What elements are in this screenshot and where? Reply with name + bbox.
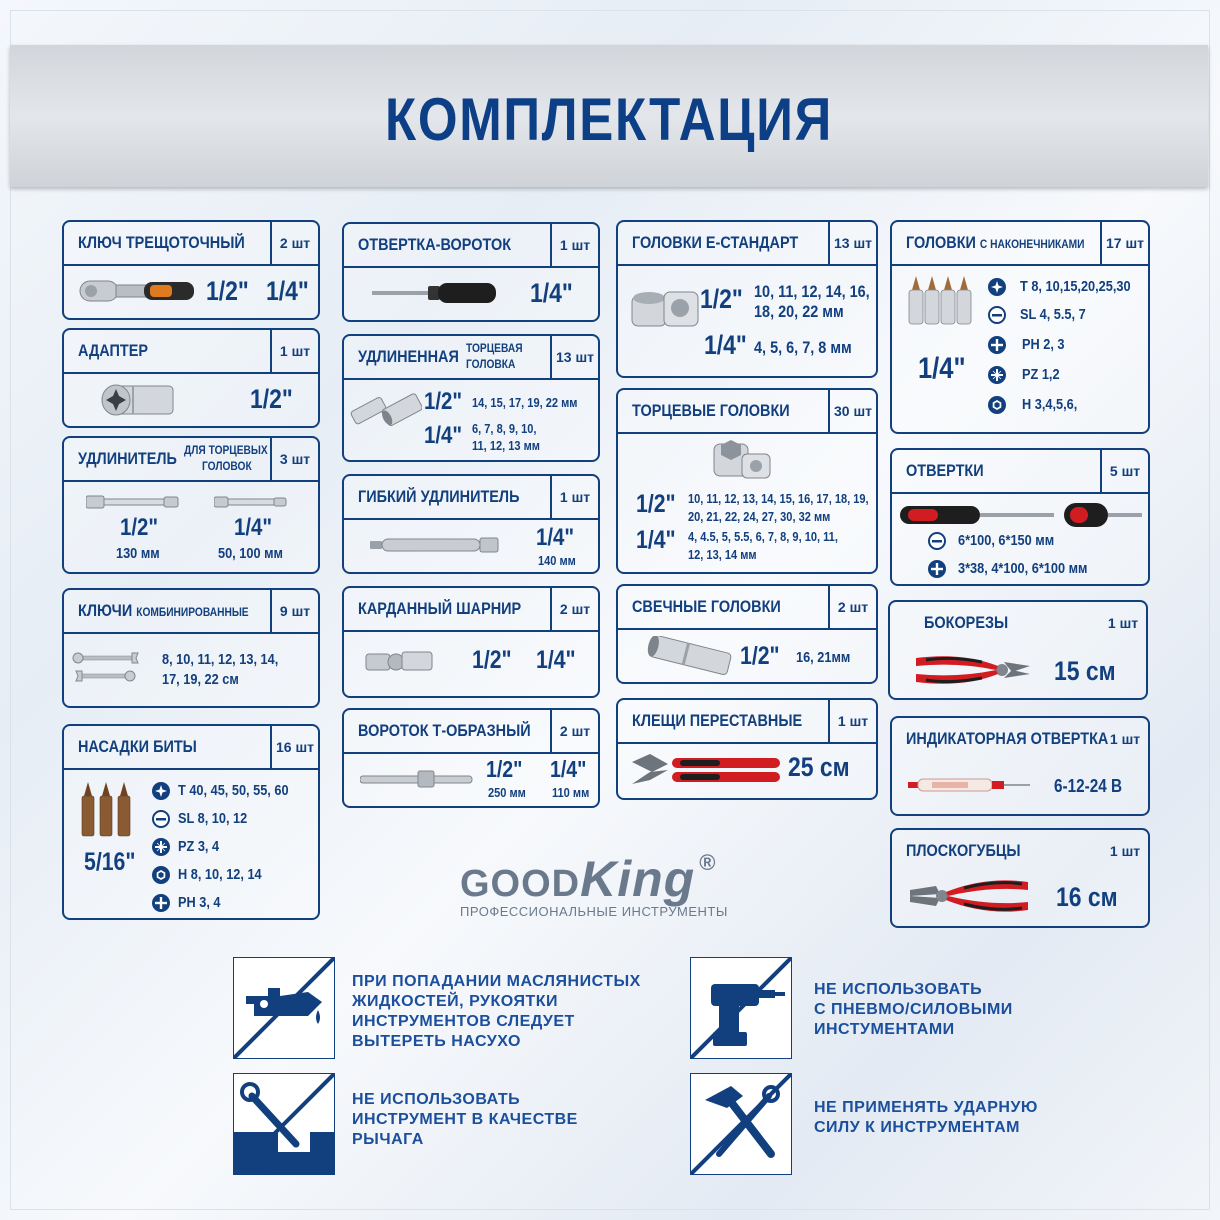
tip-impact-text	[814, 1098, 1038, 1138]
socket-sizes-quarter-1: 4, 4.5, 5, 5.5, 6, 7, 8, 9, 10, 11,	[688, 529, 838, 544]
hex-icon	[152, 866, 170, 884]
size-half: 1/2"	[486, 756, 523, 782]
pliers-length: 25 см	[788, 752, 850, 782]
tip-oil-text	[352, 972, 641, 1052]
wrenches-box	[62, 588, 320, 708]
box-header	[64, 726, 318, 770]
box-title: СВЕЧНЫЕ ГОЛОВКИ	[632, 597, 781, 616]
spark-socket-box	[616, 584, 878, 684]
tester-box	[890, 716, 1150, 816]
qty-badge: 13 шт	[550, 336, 598, 378]
size-quarter: 1/4"	[536, 646, 576, 674]
box-title: ИНДИКАТОРНАЯ ОТВЕРТКА	[906, 729, 1109, 748]
oil-warning-icon	[233, 957, 335, 1059]
hex-icon	[988, 396, 1006, 414]
bits-size: 5/16"	[84, 848, 136, 876]
wrench-sizes-line2: 17, 19, 22 см	[162, 671, 239, 688]
box-title: КАРДАННЫЙ ШАРНИР	[358, 599, 522, 618]
torx-icon	[152, 782, 170, 800]
brand-reg: ®	[699, 850, 717, 875]
qty-badge: 1 шт	[550, 224, 598, 266]
tip-line: ИНСТРУМЕНТОВ СЛЕДУЕТ	[352, 1013, 575, 1030]
phillips-icon	[928, 560, 946, 578]
flex-extension-icon	[370, 536, 500, 554]
box-title-main: КЛЮЧИ	[78, 601, 133, 620]
screwdriver-slotted-sizes: 6*100, 6*150 мм	[958, 532, 1055, 549]
pliers-length: 16 см	[1056, 882, 1118, 912]
box-title: ОТВЕРТКА-ВОРОТОК	[358, 235, 512, 254]
bit-socket-phillips: PH 2, 3	[1022, 336, 1065, 353]
bit-socket-icon	[906, 272, 972, 326]
size-quarter: 1/4"	[536, 524, 575, 551]
flex-ext-box	[342, 474, 600, 574]
bits-slotted: SL 8, 10, 12	[178, 810, 248, 827]
box-title: ПЛОСКОГУБЦЫ	[906, 841, 1021, 860]
slotted-icon	[928, 532, 946, 550]
brand-logo	[460, 850, 728, 919]
qty-badge: 1 шт	[270, 330, 318, 372]
adapter-icon	[98, 380, 178, 420]
bits-box	[62, 724, 320, 920]
spark-sizes: 16, 21мм	[796, 649, 851, 666]
ujoint-box	[342, 586, 600, 698]
box-title: КЛЮЧ ТРЕЩОТОЧНЫЙ	[78, 233, 245, 252]
box-title: НАСАДКИ БИТЫ	[78, 737, 197, 756]
adjustable-pliers-icon	[628, 748, 782, 792]
box-title: ВОРОТОК Т-ОБРАЗНЫЙ	[358, 721, 531, 740]
tip-lever-text	[352, 1090, 578, 1150]
qty-badge: 3 шт	[270, 438, 318, 480]
box-header	[618, 586, 876, 630]
qty-badge: 17 шт	[1100, 222, 1148, 264]
socket-sizes-half-1: 10, 11, 12, 13, 14, 15, 16, 17, 18, 19,	[688, 491, 869, 506]
extension-bar-icon	[86, 494, 182, 510]
t-handle-box	[342, 708, 600, 808]
e-sizes-quarter: 4, 5, 6, 7, 8 мм	[754, 338, 852, 357]
box-header	[344, 224, 598, 268]
size-quarter: 1/4"	[424, 422, 463, 449]
header-banner	[10, 45, 1208, 187]
tip-line: ИНСТУМЕНТАМИ	[814, 1021, 955, 1038]
box-title: КЛЕЩИ ПЕРЕСТАВНЫЕ	[632, 711, 803, 730]
tip-line: НЕ ИСПОЛЬЗОВАТЬ	[352, 1091, 521, 1108]
t-handle-icon	[360, 768, 474, 790]
box-subtitle-2: ГОЛОВОК	[202, 459, 252, 473]
sockets-box	[616, 388, 878, 574]
box-header	[64, 438, 318, 482]
voltage-tester-icon	[908, 776, 1032, 794]
power-tool-warning-icon	[690, 957, 792, 1059]
bits-torx: T 40, 45, 50, 55, 60	[178, 782, 289, 799]
screwdriver-icon	[898, 500, 1144, 530]
box-header	[344, 336, 598, 380]
qty-badge: 1 шт	[550, 476, 598, 518]
pozidriv-icon	[152, 838, 170, 856]
deep-socket-box	[342, 334, 600, 462]
length-half: 130 мм	[116, 545, 160, 562]
box-title: ГОЛОВКИ Е-СТАНДАРТ	[632, 233, 799, 252]
tbar-box	[342, 222, 600, 322]
socket-icon	[710, 436, 772, 480]
t-length-half: 250 мм	[488, 785, 526, 800]
pliers-icon	[906, 872, 1030, 918]
bits-hex: H 8, 10, 12, 14	[178, 866, 262, 883]
qty-badge: 1 шт	[1109, 843, 1141, 859]
box-title	[906, 233, 1084, 253]
impact-warning-icon	[690, 1073, 792, 1175]
pliers-box	[890, 828, 1150, 928]
length-quarter: 50, 100 мм	[218, 545, 283, 562]
cutters-length: 15 см	[1054, 656, 1116, 686]
size-half: 1/2"	[636, 490, 676, 518]
brand-tagline: ПРОФЕССИОНАЛЬНЫЕ ИНСТРУМЕНТЫ	[460, 904, 728, 919]
brand-name-b: King	[580, 851, 696, 907]
ratchet-box	[62, 220, 320, 320]
box-header	[892, 222, 1148, 266]
tip-line: СИЛУ К ИНСТРУМЕНТАМ	[814, 1119, 1020, 1136]
box-header	[892, 718, 1148, 760]
flex-length: 140 мм	[538, 553, 576, 568]
screwdriver-handle-icon	[372, 280, 498, 306]
qty-badge: 2 шт	[550, 588, 598, 630]
deep-socket-icon	[348, 390, 422, 430]
bits-phillips: PH 3, 4	[178, 894, 221, 911]
universal-joint-icon	[364, 646, 434, 676]
tester-voltage: 6-12-24 В	[1054, 776, 1123, 796]
extension-bar-icon	[214, 496, 288, 508]
deep-sizes-quarter-1: 6, 7, 8, 9, 10,	[472, 421, 537, 436]
size-half: 1/2"	[206, 276, 249, 306]
qty-badge: 9 шт	[270, 590, 318, 632]
size-quarter: 1/4"	[704, 330, 747, 360]
size-half: 1/2"	[250, 384, 293, 414]
box-header	[344, 710, 598, 754]
tip-line: НЕ ПРИМЕНЯТЬ УДАРНУЮ	[814, 1099, 1038, 1116]
size-half: 1/2"	[472, 646, 512, 674]
tip-line: РЫЧАГА	[352, 1131, 424, 1148]
qty-badge: 1 шт	[1109, 731, 1141, 747]
size-quarter: 1/4"	[266, 276, 309, 306]
size-half: 1/2"	[120, 514, 159, 541]
box-header	[890, 602, 1146, 644]
size-quarter: 1/4"	[636, 526, 676, 554]
tip-line: ИНСТРУМЕНТ В КАЧЕСТВЕ	[352, 1111, 578, 1128]
box-title: ОТВЕРТКИ	[906, 461, 984, 480]
size-half: 1/2"	[424, 388, 463, 415]
box-header	[618, 390, 876, 434]
box-subtitle-1: ТОРЦЕВАЯ	[466, 341, 523, 355]
wrench-sizes-line1: 8, 10, 11, 12, 13, 14,	[162, 651, 279, 668]
box-header	[344, 476, 598, 520]
box-title-main: ГОЛОВКИ	[906, 233, 976, 252]
qty-badge: 30 шт	[828, 390, 876, 432]
box-subtitle-2: ГОЛОВКА	[466, 357, 516, 371]
qty-badge: 1 шт	[1107, 615, 1139, 631]
box-header	[618, 222, 876, 266]
deep-sizes-quarter-2: 11, 12, 13 мм	[472, 438, 540, 453]
phillips-icon	[152, 894, 170, 912]
side-cutters-icon	[912, 648, 1032, 692]
e-socket-icon	[630, 288, 700, 332]
adjustable-pliers-box	[616, 698, 878, 800]
e-sizes-half-2: 18, 20, 22 мм	[754, 302, 844, 321]
spark-plug-socket-icon	[644, 636, 736, 676]
brand-name	[460, 850, 728, 908]
extension-box	[62, 436, 320, 574]
brand-name-a: GOOD	[460, 863, 581, 905]
size-quarter: 1/4"	[530, 278, 573, 308]
pozidriv-icon	[988, 366, 1006, 384]
box-title: УДЛИНИТЕЛЬ	[78, 449, 177, 468]
box-subtitle: С НАКОНЕЧНИКАМИ	[979, 237, 1085, 251]
bit-socket-hex: H 3,4,5,6,	[1022, 396, 1078, 413]
bits-pozidriv: PZ 3, 4	[178, 838, 220, 855]
tip-power-text	[814, 980, 1013, 1040]
bit-socket-slotted: SL 4, 5.5, 7	[1020, 306, 1086, 323]
tip-line: ПРИ ПОПАДАНИИ МАСЛЯНИСТЫХ	[352, 973, 641, 990]
size-half: 1/2"	[740, 642, 780, 670]
size-quarter: 1/4"	[550, 756, 587, 782]
box-subtitle: КОМБИНИРОВАННЫЕ	[136, 605, 249, 619]
phillips-icon	[988, 336, 1006, 354]
wrench-icon	[70, 650, 140, 686]
box-header	[64, 330, 318, 374]
torx-icon	[988, 278, 1006, 296]
qty-badge: 2 шт	[270, 222, 318, 264]
box-title	[78, 601, 249, 621]
t-length-quarter: 110 мм	[552, 785, 590, 800]
bit-socket-pozidriv: PZ 1,2	[1022, 366, 1060, 383]
page-title: КОМПЛЕКТАЦИЯ	[385, 86, 833, 153]
qty-badge: 5 шт	[1100, 450, 1148, 492]
qty-badge: 16 шт	[270, 726, 318, 768]
size-half: 1/2"	[700, 284, 743, 314]
screwdriver-phillips-sizes: 3*38, 4*100, 6*100 мм	[958, 560, 1088, 577]
qty-badge: 1 шт	[828, 700, 876, 742]
box-header	[64, 222, 318, 266]
ratchet-icon	[78, 276, 196, 306]
side-cutters-box	[888, 600, 1148, 700]
qty-badge: 2 шт	[550, 710, 598, 752]
screwdrivers-box	[890, 448, 1150, 586]
box-title: УДЛИНЕННАЯ	[358, 347, 459, 366]
qty-badge: 2 шт	[828, 586, 876, 628]
box-header	[892, 450, 1148, 494]
bits-icon	[78, 780, 134, 838]
tip-line: ВЫТЕРЕТЬ НАСУХО	[352, 1033, 521, 1050]
tip-line: ЖИДКОСТЕЙ, РУКОЯТКИ	[352, 993, 559, 1010]
qty-badge: 13 шт	[828, 222, 876, 264]
adapter-box	[62, 328, 320, 428]
tip-line: С ПНЕВМО/СИЛОВЫМИ	[814, 1001, 1013, 1018]
box-header	[344, 588, 598, 632]
box-title: ГИБКИЙ УДЛИНИТЕЛЬ	[358, 487, 520, 506]
box-header	[64, 590, 318, 634]
box-title: БОКОРЕЗЫ	[924, 613, 1009, 632]
bit-socket-torx: T 8, 10,15,20,25,30	[1020, 278, 1131, 295]
socket-sizes-half-2: 20, 21, 22, 24, 27, 30, 32 мм	[688, 509, 831, 524]
box-title: АДАПТЕР	[78, 341, 149, 360]
bit-socket-size: 1/4"	[918, 352, 966, 385]
socket-sizes-quarter-2: 12, 13, 14 мм	[688, 547, 757, 562]
slotted-icon	[152, 810, 170, 828]
size-quarter: 1/4"	[234, 514, 273, 541]
box-subtitle-1: ДЛЯ ТОРЦЕВЫХ	[184, 443, 268, 457]
e-sizes-half-1: 10, 11, 12, 14, 16,	[754, 282, 870, 301]
box-title: ТОРЦЕВЫЕ ГОЛОВКИ	[632, 401, 790, 420]
box-header	[618, 700, 876, 744]
tip-line: НЕ ИСПОЛЬЗОВАТЬ	[814, 981, 983, 998]
slotted-icon	[988, 306, 1006, 324]
box-header	[892, 830, 1148, 872]
deep-sizes-half: 14, 15, 17, 19, 22 мм	[472, 395, 578, 410]
e-socket-box	[616, 220, 878, 378]
lever-warning-icon	[233, 1073, 335, 1175]
bit-socket-box	[890, 220, 1150, 434]
